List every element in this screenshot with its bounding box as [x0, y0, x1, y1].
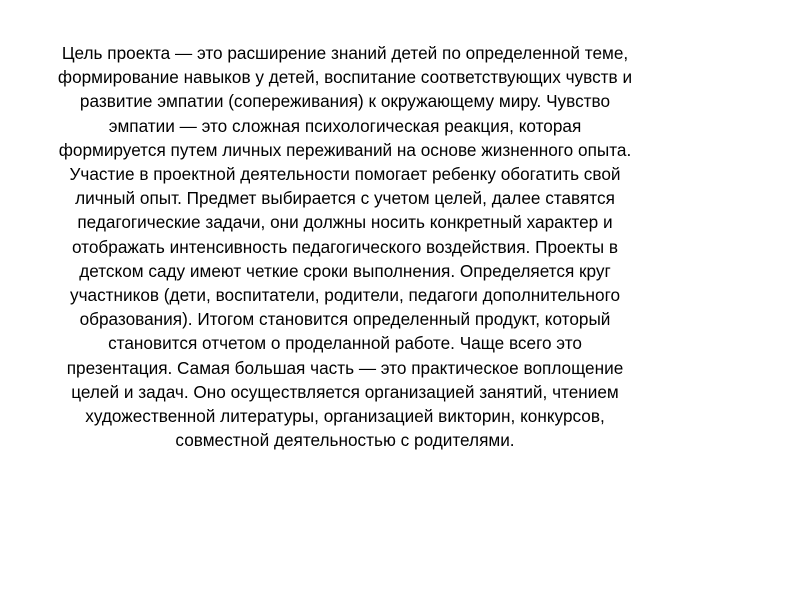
paragraph-line: развитие эмпатии (сопереживания) к окружающему миру. Чувство [79, 91, 611, 112]
paragraph-line: педагогические задачи, они должны носить конкретный характер и [77, 212, 613, 233]
paragraph-line: личный опыт. Предмет выбирается с учетом целей, далее ставятся [75, 188, 615, 209]
paragraph-line: Цель проекта — это расширение знаний детей по определенной теме, [61, 43, 629, 63]
paragraph-line: детском саду имеют четкие сроки выполнения. Определяется круг [79, 260, 611, 281]
paragraph-line: художественной литературы, организацией викторин, конкурсов, [85, 406, 605, 427]
paragraph-line: эмпатии — это сложная психологическая реакция, которая [108, 115, 582, 136]
paragraph-line: отображать интенсивность педагогического воздействия. Проекты в [72, 236, 618, 257]
paragraph-line: становится отчетом о проделанной работе. Чаще всего это [108, 333, 582, 354]
paragraph-line: презентация. Самая большая часть — это практическое воплощение [66, 357, 624, 378]
paragraph-line: Участие в проектной деятельности помогает ребенку обогатить свой [69, 164, 621, 185]
paragraph-line: формирование навыков у детей, воспитание соответствующих чувств и [57, 67, 633, 88]
paragraph-line: участников (дети, воспитатели, родители, педагоги дополнительного [69, 285, 621, 306]
paragraph-line: целей и задач. Оно осуществляется организацией занятий, чтением [71, 381, 619, 402]
paragraph-line: формируется путем личных переживаний на основе жизненного опыта. [58, 139, 632, 160]
paragraph-line: образования). Итогом становится определенный продукт, который [79, 309, 611, 330]
project-goal-paragraph [0, 41, 690, 452]
paragraph-line: совместной деятельностью с родителями. [175, 430, 515, 451]
